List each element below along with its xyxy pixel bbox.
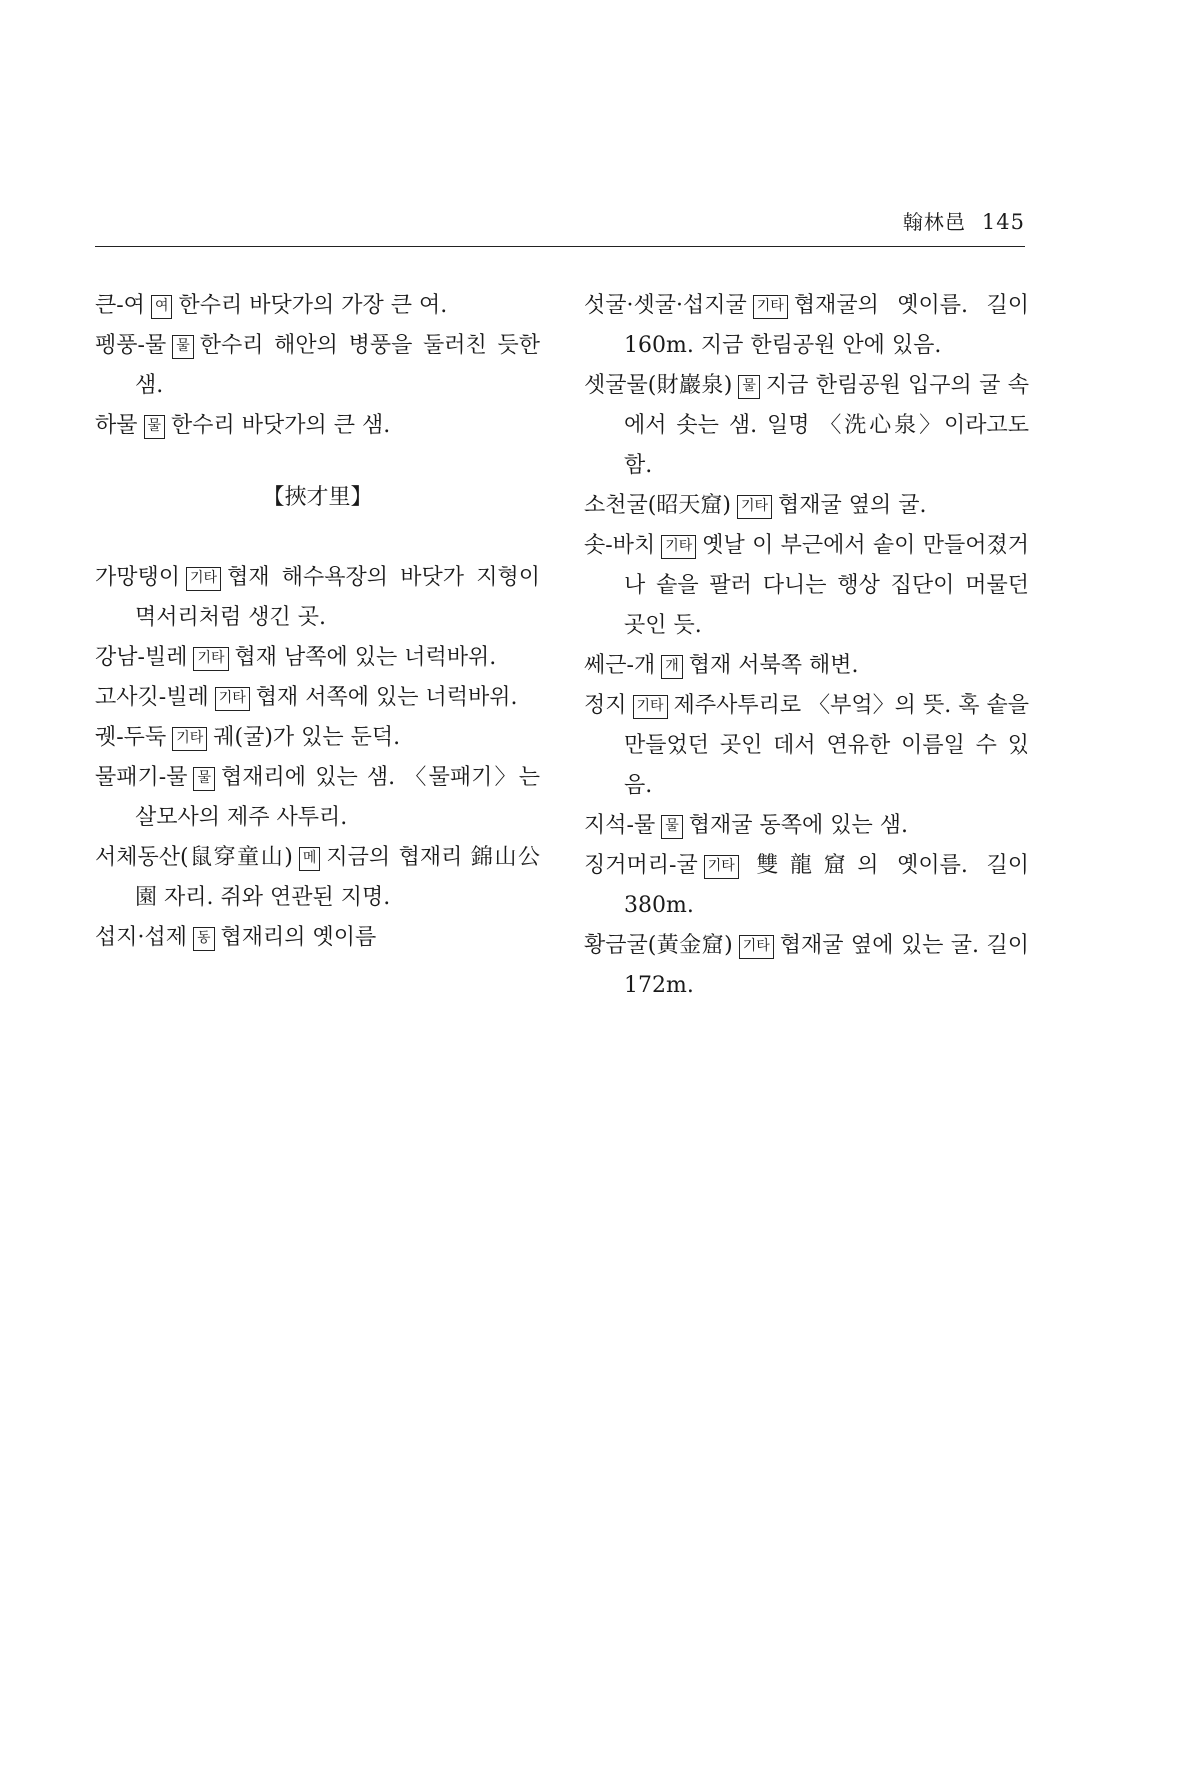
- dictionary-entry: [95, 918, 540, 958]
- dictionary-entry: [584, 846, 1029, 926]
- entry-list-top: [95, 286, 540, 446]
- entry-term: 하물: [95, 413, 138, 438]
- entry-category-tag: 개: [661, 655, 683, 679]
- entry-definition: 협재굴 옆에 있는 굴. 길이 172m.: [624, 933, 1029, 998]
- entry-definition: 협재 해수욕장의 바닷가 지형이 멱서리처럼 생긴 곳.: [135, 565, 540, 630]
- entry-category-tag: 기타: [704, 855, 739, 879]
- entry-category-tag: 물: [738, 375, 760, 399]
- entry-term: 서체동산(鼠穿童山): [95, 845, 293, 870]
- entry-term: 섯굴·셋굴·섭지굴: [584, 293, 747, 318]
- section-title: 【挾才里】: [262, 485, 373, 510]
- entry-category-tag: 기타: [737, 495, 772, 519]
- entry-term: 강남-빌레: [95, 645, 188, 670]
- entry-term: 지석-물: [584, 813, 656, 838]
- entry-category-tag: 여: [151, 295, 173, 319]
- entry-definition: 협재 남쪽에 있는 너럭바위.: [234, 645, 497, 670]
- entry-category-tag: 기타: [739, 935, 774, 959]
- entry-term: 큰-여: [95, 293, 145, 318]
- entry-definition: 협재리에 있는 샘. 〈물패기〉는 살모사의 제주 사투리.: [135, 765, 540, 830]
- entry-category-tag: 물: [144, 415, 166, 439]
- left-column: [95, 286, 540, 958]
- entry-category-tag: 기타: [661, 535, 696, 559]
- header-rule: [95, 246, 1025, 247]
- entry-definition: 雙龍窟의 옛이름. 길이 380m.: [624, 853, 1029, 918]
- entry-definition: 지금 한림공원 입구의 굴 속에서 솟는 샘. 일명 〈洗心泉〉이라고도 함.: [624, 373, 1029, 478]
- dictionary-entry: [584, 646, 1029, 686]
- entry-category-tag: 기타: [193, 647, 228, 671]
- entry-definition: 제주사투리로 〈부엌〉의 뜻. 혹 솥을 만들었던 곳인 데서 연유한 이름일 수 있음.: [624, 693, 1029, 798]
- entry-definition: 협재굴 옆의 굴.: [778, 493, 927, 518]
- entry-term: 고사깃-빌레: [95, 685, 209, 710]
- entry-definition: 궤(굴)가 있는 둔덕.: [213, 725, 401, 750]
- dictionary-entry: [584, 806, 1029, 846]
- dictionary-entry: [584, 526, 1029, 646]
- dictionary-entry: [95, 286, 540, 326]
- entry-term: 쎄근-개: [584, 653, 656, 678]
- entry-definition: 옛날 이 부근에서 솥이 만들어졌거나 솥을 팔러 다니는 행상 집단이 머물던 곳인 듯.: [624, 533, 1029, 638]
- dictionary-entry: [584, 286, 1029, 366]
- dictionary-entry: [95, 638, 540, 678]
- dictionary-entry: [95, 758, 540, 838]
- entry-list-right: [584, 286, 1029, 1006]
- entry-term: 정지: [584, 693, 627, 718]
- entry-definition: 협재 서쪽에 있는 너럭바위.: [255, 685, 518, 710]
- page-number: 145: [981, 210, 1025, 234]
- entry-category-tag: 물: [193, 767, 215, 791]
- entry-term: 징거머리-굴: [584, 853, 698, 878]
- entry-definition: 협재굴 동쪽에 있는 샘.: [688, 813, 908, 838]
- entry-term: 가망탱이: [95, 565, 181, 590]
- entry-definition: 협재굴의 옛이름. 길이 160m. 지금 한림공원 안에 있음.: [624, 293, 1029, 358]
- entry-term: 소천굴(昭天窟): [584, 493, 731, 518]
- entry-term: 물패기-물: [95, 765, 188, 790]
- entry-term: 펭풍-물: [95, 333, 167, 358]
- dictionary-entry: [95, 838, 540, 918]
- dictionary-entry: [584, 926, 1029, 1006]
- dictionary-entry: [584, 486, 1029, 526]
- entry-category-tag: 기타: [215, 687, 250, 711]
- entry-category-tag: 기타: [186, 567, 221, 591]
- right-column: [584, 286, 1029, 1006]
- entry-category-tag: 기타: [633, 695, 668, 719]
- entry-definition: 지금의 협재리 錦山公園 자리. 쥐와 연관된 지명.: [135, 845, 540, 910]
- dictionary-entry: [95, 718, 540, 758]
- dictionary-entry: [95, 406, 540, 446]
- dictionary-entry: [95, 558, 540, 638]
- entry-category-tag: 기타: [172, 727, 207, 751]
- dictionary-entry: [95, 326, 540, 406]
- entry-term: 황금굴(黃金窟): [584, 933, 733, 958]
- entry-definition: 한수리 바닷가의 큰 샘.: [171, 413, 391, 438]
- entry-list-bottom: [95, 558, 540, 958]
- entry-definition: 한수리 해안의 병풍을 둘러친 듯한 샘.: [135, 333, 540, 398]
- dictionary-entry: [95, 678, 540, 718]
- entry-category-tag: 물: [172, 335, 194, 359]
- running-head: [903, 206, 1025, 235]
- entry-term: 섭지·섭제: [95, 925, 188, 950]
- entry-term: 궷-두둑: [95, 725, 167, 750]
- entry-definition: 협재 서북쪽 해변.: [688, 653, 859, 678]
- entry-category-tag: 동: [193, 927, 215, 951]
- dictionary-entry: [584, 366, 1029, 486]
- entry-definition: 협재리의 옛이름: [220, 925, 377, 950]
- dictionary-entry: [584, 686, 1029, 806]
- entry-term: 셋굴물(財巖泉): [584, 373, 733, 398]
- entry-definition: 한수리 바닷가의 가장 큰 여.: [178, 293, 448, 318]
- entry-term: 솟-바치: [584, 533, 656, 558]
- entry-category-tag: 기타: [753, 295, 788, 319]
- chapter-title: 翰林邑: [902, 210, 966, 234]
- entry-category-tag: 물: [661, 815, 683, 839]
- entry-category-tag: 메: [299, 847, 321, 871]
